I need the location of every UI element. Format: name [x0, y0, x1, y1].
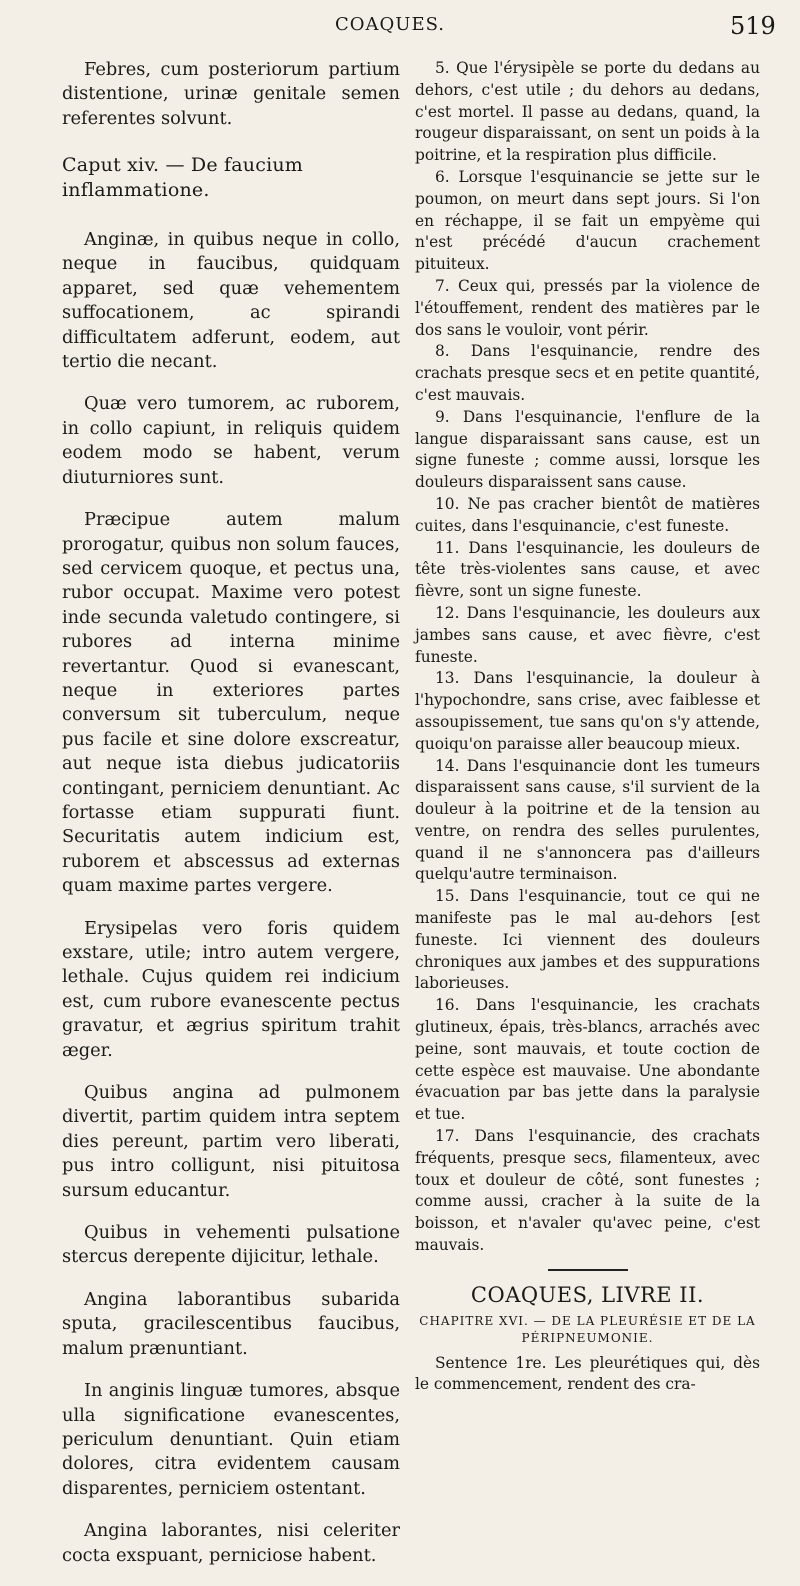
chapter-heading: Caput xiv. — De faucium inflammatione. [62, 154, 304, 201]
latin-paragraph: In anginis linguæ tumores, absque ulla significatione evanescentes, periculum denuntiant. Quin etiam dolores, citra evidentem causam disparentes, perniciem ostentant. [62, 1380, 400, 1499]
french-sentence: 10. Ne pas cracher bientôt de matières cuites, dans l'esquinancie, c'est funeste. [415, 494, 760, 535]
latin-paragraph: Anginæ, in quibus neque in collo, neque in faucibus, quidquam apparet, sed quæ vehementem suffocationem, ac spirandi difficultatem adferunt, eodem, aut tertio die necant. [62, 229, 400, 373]
latin-paragraph: Erysipelas vero foris quidem exstare, utile; intro autem vergere, lethale. Cujus quidem rei indicium est, cum rubore evanescente pectus gravatur, et ægrius spiritum trahit æger. [62, 917, 400, 1061]
latin-paragraph: Angina laborantibus subarida sputa, gracilescentibus faucibus, malum prænuntiant. [62, 1288, 400, 1359]
page-header [0, 6, 800, 46]
running-head: COAQUES. [335, 14, 446, 35]
french-sentence: Sentence 1re. Les pleurétiques qui, dès le commencement, rendent des cra- [415, 1353, 760, 1394]
french-sentence: 12. Dans l'esquinancie, les douleurs aux jambes sans cause, et avec fièvre, c'est funeste. [415, 603, 760, 666]
chapter-subtitle: CHAPITRE XVI. — DE LA PLEURÉSIE ET DE LA PÉRIPNEUMONIE. [419, 1313, 756, 1345]
right-column-french [415, 58, 760, 1396]
latin-paragraph: Angina laborantes, nisi celeriter cocta exspuant, perniciose habent. [62, 1520, 400, 1566]
french-sentence: 7. Ceux qui, pressés par la violence de l'étouffement, rendent des matières par le dos sans le vouloir, vont périr. [415, 276, 760, 339]
french-sentence: 6. Lorsque l'esquinancie se jette sur le poumon, on meurt dans sept jours. Si l'on en réchappe, il se fait un empyème qui n'est précédé d'aucun crachement pituiteux. [415, 167, 760, 274]
latin-paragraph: Quibus angina ad pulmonem divertit, partim quidem intra septem dies pereunt, partim vero liberati, pus intro colligunt, nisi pituitosa sursum educantur. [62, 1082, 400, 1201]
french-sentence: 8. Dans l'esquinancie, rendre des crachats presque secs et en petite quantité, c'est mauvais. [415, 342, 760, 404]
latin-paragraph: Præcipue autem malum prorogatur, quibus non solum fauces, sed cervicem quoque, et pectus una, rubor occupat. Maxime vero potest inde secunda valetudo contingere, si rubores ad interna minime revertantur. Quod si evanescant, neque in exteriores partes conversum sit tuberculum, neque pus facile et sine dolore exscreatur, aut neque ista diebus judicatoriis contingant, perniciem denuntiant. Ac fortasse etiam suppurati fiunt. Securitatis autem indicium est, ruborem et abscessus ad externas quam maxime partes vergere. [62, 509, 400, 897]
french-sentence: 13. Dans l'esquinancie, la douleur à l'hypochondre, sans crise, avec faiblesse et assoupissement, tue sans qu'on s'y attende, quoiqu'on paraisse aller beaucoup mieux. [415, 669, 760, 753]
left-column-latin [62, 58, 400, 1586]
latin-paragraph: Quibus in vehementi pulsatione stercus derepente dijicitur, lethale. [62, 1222, 400, 1268]
latin-paragraph: Quæ vero tumorem, ac ruborem, in collo capiunt, in reliquis quidem eodem modo se habent, verum diuturniores sunt. [62, 393, 400, 488]
french-sentence: 5. Que l'érysipèle se porte du dedans au dehors, c'est utile ; du dehors au dedans, c'est mortel. Il passe au dedans, quand, la rougeur disparaissant, on sent un poids à la poitrine, et la respiration plus difficile. [415, 59, 760, 165]
book-heading: COAQUES, LIVRE II. [470, 1282, 705, 1307]
french-sentence: 9. Dans l'esquinancie, l'enflure de la langue disparaissant sans cause, est un signe funeste ; comme aussi, lorsque les douleurs disparaissent sans cause. [415, 407, 760, 492]
french-sentence: 16. Dans l'esquinancie, les crachats glutineux, épais, très-blancs, arrachés avec peine, sont mauvais, et toute coction de cette espèce est mauvaise. Une abondante évacuation par bas jette dans la paralysie et tue. [415, 996, 760, 1124]
section-divider [548, 1269, 628, 1271]
page-number: 519 [730, 12, 776, 40]
french-sentence: 11. Dans l'esquinancie, les douleurs de tête très-violentes sans cause, et avec fièvre, sont un signe funeste. [415, 538, 760, 601]
french-sentence: 14. Dans l'esquinancie dont les tumeurs disparaissent sans cause, s'il survient de la douleur à la poitrine et de la tension au ventre, on rendra des selles purulentes, quand il ne s'annoncera pas d'ailleurs quelqu'autre terminaison. [415, 756, 760, 884]
french-sentence: 15. Dans l'esquinancie, tout ce qui ne manifeste pas le mal au-dehors [est funeste. Ici viennent des douleurs chroniques aux jambes et des suppurations laborieuses. [415, 887, 760, 993]
intro-paragraph: Febres, cum posteriorum partium distentione, urinæ genitale semen referentes solvunt. [62, 59, 400, 129]
french-sentence: 17. Dans l'esquinancie, des crachats fréquents, presque secs, filamenteux, avec toux et douleur de côté, sont funestes ; comme aussi, cracher à la suite de la boisson, et n'avaler qu'avec peine, c'est mauvais. [415, 1127, 760, 1255]
